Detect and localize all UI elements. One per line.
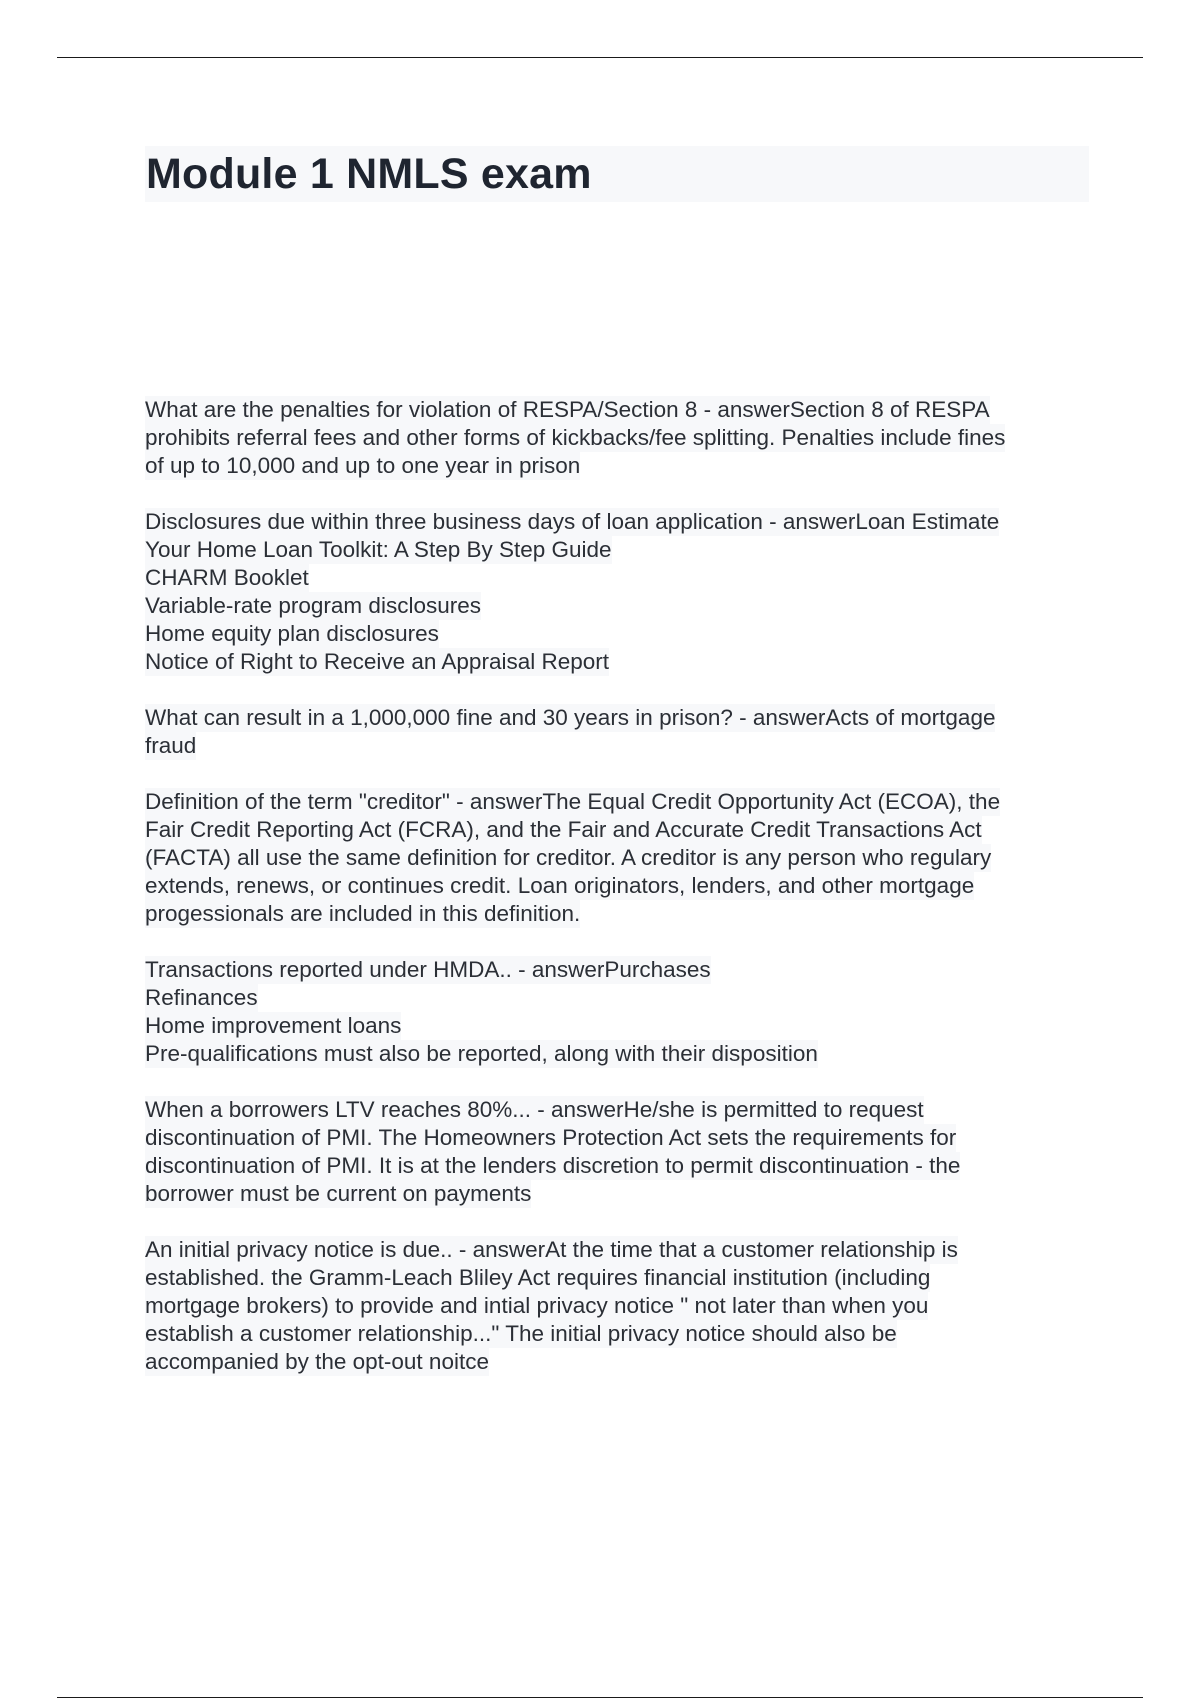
qa-text-line: Fair Credit Reporting Act (FCRA), and the Fair and Accurate Credit Transactions Act [145, 817, 982, 842]
qa-text-line: of up to 10,000 and up to one year in prison [145, 453, 581, 478]
qa-text-line: Variable-rate program disclosures [145, 593, 481, 618]
qa-text-line: Home improvement loans [145, 1013, 402, 1038]
qa-text-line: accompanied by the opt-out noitce [145, 1349, 489, 1374]
qa-item [145, 704, 1089, 760]
header-rule [57, 57, 1143, 58]
qa-text-line: What can result in a 1,000,000 fine and 30 years in prison? - answerActs of mortgage [145, 705, 996, 730]
qa-text-line: CHARM Booklet [145, 565, 309, 590]
qa-text-line: borrower must be current on payments [145, 1181, 532, 1206]
qa-item [145, 788, 1089, 928]
qa-text-line: When a borrowers LTV reaches 80%... - answerHe/she is permitted to request [145, 1097, 924, 1122]
qa-text-line: An initial privacy notice is due.. - answerAt the time that a customer relationship is [145, 1237, 958, 1262]
page-title: Module 1 NMLS exam [146, 150, 592, 198]
qa-list [145, 396, 1089, 1404]
qa-text-line: Home equity plan disclosures [145, 621, 439, 646]
qa-text-line: mortgage brokers) to provide and intial privacy notice " not later than when you [145, 1293, 929, 1318]
qa-text-line: established. the Gramm-Leach Bliley Act requires financial institution (including [145, 1265, 931, 1290]
qa-text-line: extends, renews, or continues credit. Loan originators, lenders, and other mortgage [145, 873, 975, 898]
qa-text-line: What are the penalties for violation of RESPA/Section 8 - answerSection 8 of RESPA [145, 397, 990, 422]
title-block [145, 146, 1089, 202]
qa-text-line: prohibits referral fees and other forms of kickbacks/fee splitting. Penalties include fines [145, 425, 1006, 450]
qa-item [145, 396, 1089, 480]
qa-text-line: Definition of the term "creditor" - answerThe Equal Credit Opportunity Act (ECOA), the [145, 789, 1001, 814]
footer-rule [57, 1697, 1143, 1698]
qa-text-line: fraud [145, 733, 197, 758]
qa-text-line: establish a customer relationship..." The initial privacy notice should also be [145, 1321, 897, 1346]
qa-text-line: Disclosures due within three business days of loan application - answerLoan Estimate [145, 509, 1000, 534]
qa-text-line: (FACTA) all use the same definition for creditor. A creditor is any person who regulary [145, 845, 992, 870]
qa-item [145, 508, 1089, 676]
qa-text-line: Pre-qualifications must also be reported, along with their disposition [145, 1041, 818, 1066]
qa-item [145, 1096, 1089, 1208]
qa-item [145, 956, 1089, 1068]
qa-text-line: Transactions reported under HMDA.. - answerPurchases [145, 957, 711, 982]
qa-item [145, 1236, 1089, 1376]
qa-text-line: discontinuation of PMI. It is at the lenders discretion to permit discontinuation - the [145, 1153, 961, 1178]
qa-text-line: Your Home Loan Toolkit: A Step By Step Guide [145, 537, 612, 562]
qa-text-line: Refinances [145, 985, 258, 1010]
qa-text-line: progessionals are included in this definition. [145, 901, 581, 926]
qa-text-line: Notice of Right to Receive an Appraisal Report [145, 649, 609, 674]
qa-text-line: discontinuation of PMI. The Homeowners Protection Act sets the requirements for [145, 1125, 957, 1150]
